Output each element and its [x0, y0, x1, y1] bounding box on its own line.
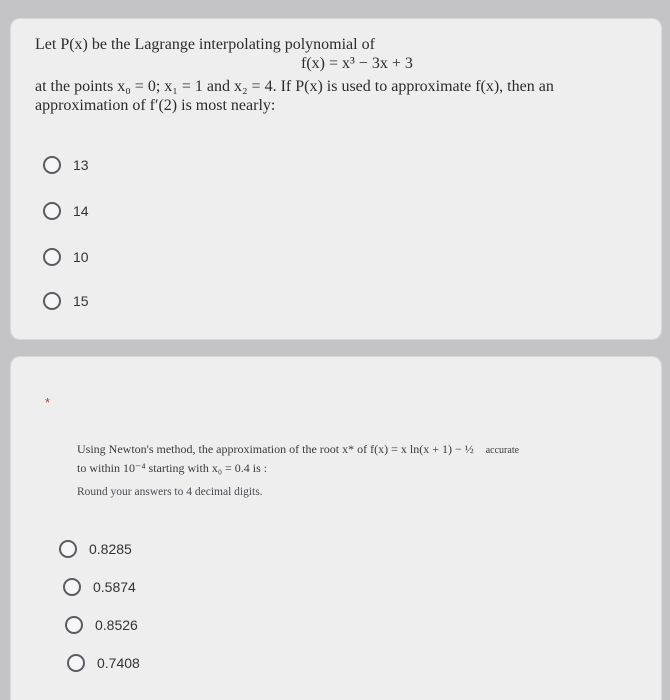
radio-button[interactable]: [43, 292, 61, 310]
radio-button[interactable]: [43, 248, 61, 266]
option-label: 0.8285: [89, 541, 132, 557]
question-card-2: [10, 356, 662, 700]
question-2-text-line-2: to within 10⁻⁴ starting with x₀ = 0.4 is :: [77, 461, 268, 475]
radio-button[interactable]: [67, 654, 85, 672]
question-1-option-15[interactable]: [43, 289, 89, 313]
radio-button[interactable]: [43, 202, 61, 220]
option-label: 15: [73, 293, 89, 309]
question-2-option-0-8285[interactable]: [59, 537, 132, 561]
question-1-option-13[interactable]: [43, 153, 89, 177]
required-marker: *: [45, 395, 51, 410]
question-card-1: [10, 18, 662, 340]
radio-button[interactable]: [59, 540, 77, 558]
question-2-option-0-5874[interactable]: [63, 575, 136, 599]
question-1-text-line-1: Let P(x) be the Lagrange interpolating polynomial of: [35, 36, 375, 53]
question-1-option-14[interactable]: [43, 199, 89, 223]
question-1-option-10[interactable]: [43, 245, 89, 269]
option-label: 0.5874: [93, 579, 136, 595]
question-2-text-tail: accurate: [485, 445, 520, 456]
question-2-option-0-7408[interactable]: [67, 651, 140, 675]
option-label: 0.7408: [97, 655, 140, 671]
option-label: 14: [73, 203, 89, 219]
question-1-text-line-4: approximation of f′(2) is most nearly:: [35, 97, 276, 114]
option-label: 13: [73, 157, 89, 173]
question-2-instruction: Round your answers to 4 decimal digits.: [77, 486, 263, 498]
question-1-text-line-3: at the points x₀ = 0; x₁ = 1 and x₂ = 4. If P(x) is used to approximate f(x), then an: [35, 78, 554, 95]
option-label: 10: [73, 249, 89, 265]
question-2-option-0-8526[interactable]: [65, 613, 138, 637]
option-label: 0.8526: [95, 617, 138, 633]
radio-button[interactable]: [63, 578, 81, 596]
radio-button[interactable]: [43, 156, 61, 174]
question-2-text-line-1: [77, 442, 519, 457]
radio-button[interactable]: [65, 616, 83, 634]
question-1-formula: f(x) = x³ − 3x + 3: [301, 55, 413, 72]
question-2-text: Using Newton's method, the approximation of the root x* of f(x) = x ln(x + 1) − ½: [77, 442, 474, 456]
